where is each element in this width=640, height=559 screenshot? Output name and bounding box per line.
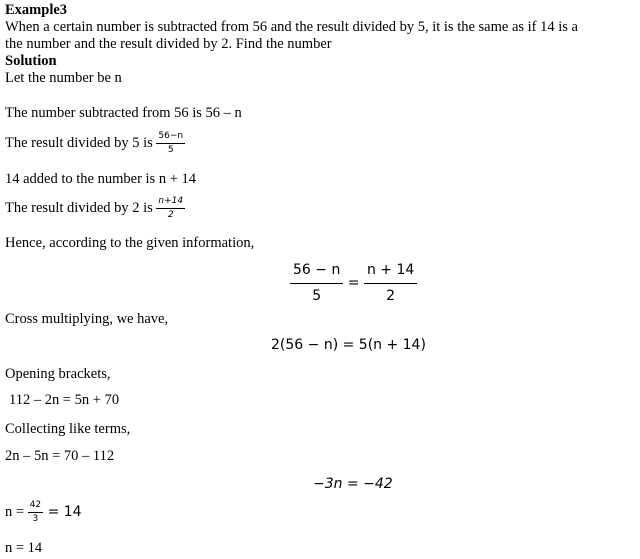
divided-by-2-statement (5, 196, 185, 221)
collecting-terms-statement: Collecting like terms, (5, 421, 131, 437)
cross-multiplied-equation: 2(56 − n) = 5(n + 14) (271, 337, 426, 353)
example-heading: Example3 (5, 2, 68, 18)
fraction-denominator: 5 (167, 145, 174, 155)
n-suffix: = 14 (43, 503, 82, 520)
collected-equation: 2n – 5n = 70 – 112 (5, 448, 115, 464)
simplified-equation: −3n = −42 (313, 476, 393, 492)
fraction-denominator: 2 (386, 288, 396, 304)
final-answer: n = 14 (5, 540, 43, 556)
n-solution-line (5, 500, 82, 525)
fraction-numerator: 56 − n (290, 262, 343, 284)
fraction-denominator: 2 (167, 210, 174, 220)
fraction-denominator: 3 (32, 514, 39, 524)
equation-right-fraction (364, 262, 417, 305)
divided-by-2-fraction (156, 196, 185, 221)
solution-heading: Solution (5, 53, 57, 69)
opened-equation: 112 – 2n = 5n + 70 (9, 392, 120, 408)
divided-by-5-text: The result divided by 5 is (5, 134, 157, 151)
cross-multiplying-statement: Cross multiplying, we have, (5, 311, 169, 327)
main-equation (290, 262, 417, 305)
fraction-numerator: n + 14 (364, 262, 417, 284)
fraction-numerator: 42 (28, 500, 43, 513)
hence-statement: Hence, according to the given information, (5, 235, 255, 251)
n-prefix: n = (5, 503, 28, 520)
problem-line-1: When a certain number is subtracted from 56 and the result divided by 5, it is the same as if 14 is a (5, 19, 578, 35)
divided-by-5-statement (5, 131, 185, 156)
divided-by-5-fraction (156, 131, 185, 156)
opening-brackets-statement: Opening brackets, (5, 366, 111, 382)
fraction-numerator: 56−n (156, 131, 185, 144)
added-statement: 14 added to the number is n + 14 (5, 171, 197, 187)
equation-left-fraction (290, 262, 343, 305)
subtracted-statement: The number subtracted from 56 is 56 – n (5, 105, 242, 121)
divided-by-2-text: The result divided by 2 is (5, 199, 157, 216)
fraction-numerator: n+14 (156, 196, 185, 209)
fraction-denominator: 5 (312, 288, 322, 304)
equals-sign: = (347, 275, 360, 291)
n-fraction (28, 500, 43, 525)
let-statement: Let the number be n (5, 70, 122, 86)
problem-line-2: the number and the result divided by 2. Find the number (5, 36, 332, 52)
